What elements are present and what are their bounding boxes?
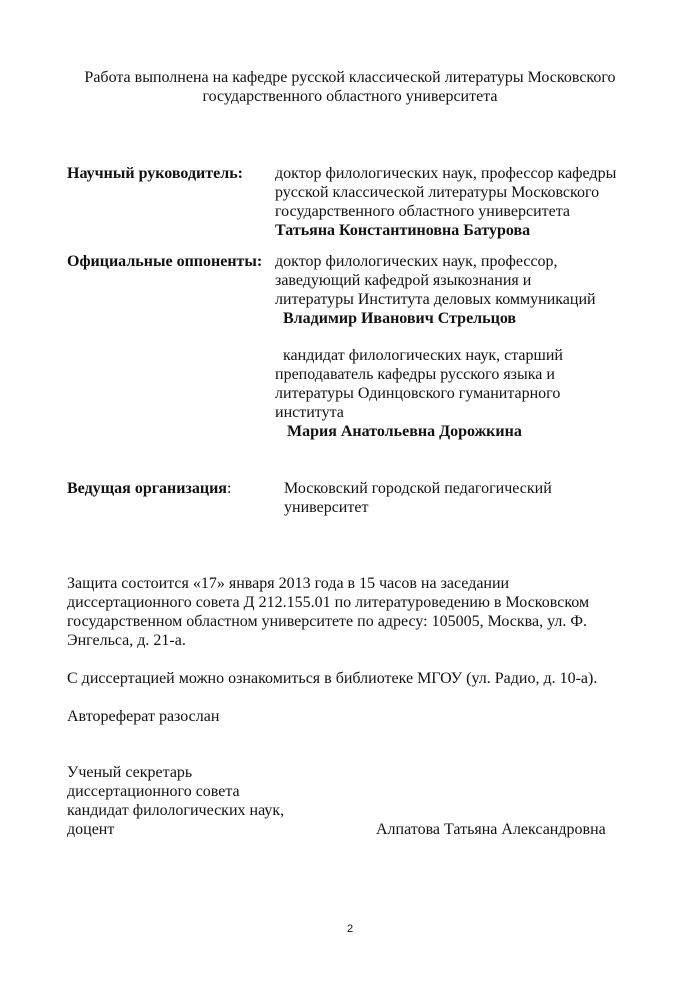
organization-line-2: университет [284,499,369,516]
opponent-1-line-2: заведующий кафедрой языкознания и [275,272,532,289]
defense-line-3: государственном областном университете по адресу: 105005, Москва, ул. Ф. [67,613,588,630]
opponent-2-line-2: преподаватель кафедры русского языка и [275,366,555,383]
supervisor-line-1: доктор филологических наук, профессор кафедры [275,165,617,182]
organization-colon: : [226,480,232,497]
page-number: 2 [346,923,354,935]
defense-line-4: Энгельса, д. 21-а. [67,632,186,649]
opponent-1-name: Владимир Иванович Стрельцов [283,310,517,327]
header-line-2: государственного областного университета [202,88,498,105]
secretary-line-1: Ученый секретарь [67,764,193,781]
secretary-line-2: диссертационного совета [67,783,240,800]
opponent-1-line-1: доктор филологических наук, профессор, [275,253,558,270]
opponent-1-line-3: литературы Института деловых коммуникаций [275,291,596,308]
abstract-sent: Автореферат разослан [67,708,220,725]
supervisor-label: Научный руководитель: [67,165,243,182]
opponents-label: Официальные оппоненты: [67,253,263,270]
opponent-2-name: Мария Анатольевна Дорожкина [287,423,522,440]
opponent-2-line-1: кандидат филологических наук, старший [283,347,563,364]
organization-label: Ведущая организация [67,480,227,497]
secretary-line-3: кандидат филологических наук, [67,802,285,819]
opponent-2-line-3: литературы Одинцовского гуманитарного [275,385,561,402]
secretary-line-4: доцент [67,821,115,838]
defense-line-1: Защита состоится «17» января 2013 года в 15 часов на заседании [67,575,510,592]
supervisor-name: Татьяна Константиновна Батурова [275,222,531,239]
header-line-1: Работа выполнена на кафедре русской классической литературы Московского [84,69,616,86]
library-note: С диссертацией можно ознакомиться в библиотеке МГОУ (ул. Радио, д. 10-а). [67,670,598,687]
organization-line-1: Московский городской педагогический [284,480,552,497]
supervisor-line-3: государственного областного университета [275,203,571,220]
organization-label-row [67,479,231,498]
defense-line-2: диссертационного совета Д 212.155.01 по литературоведению в Московском [67,594,590,611]
opponent-2-line-4: института [275,404,344,421]
secretary-name: Алпатова Татьяна Александровна [376,821,606,838]
supervisor-line-2: русской классической литературы Московского [275,184,600,201]
